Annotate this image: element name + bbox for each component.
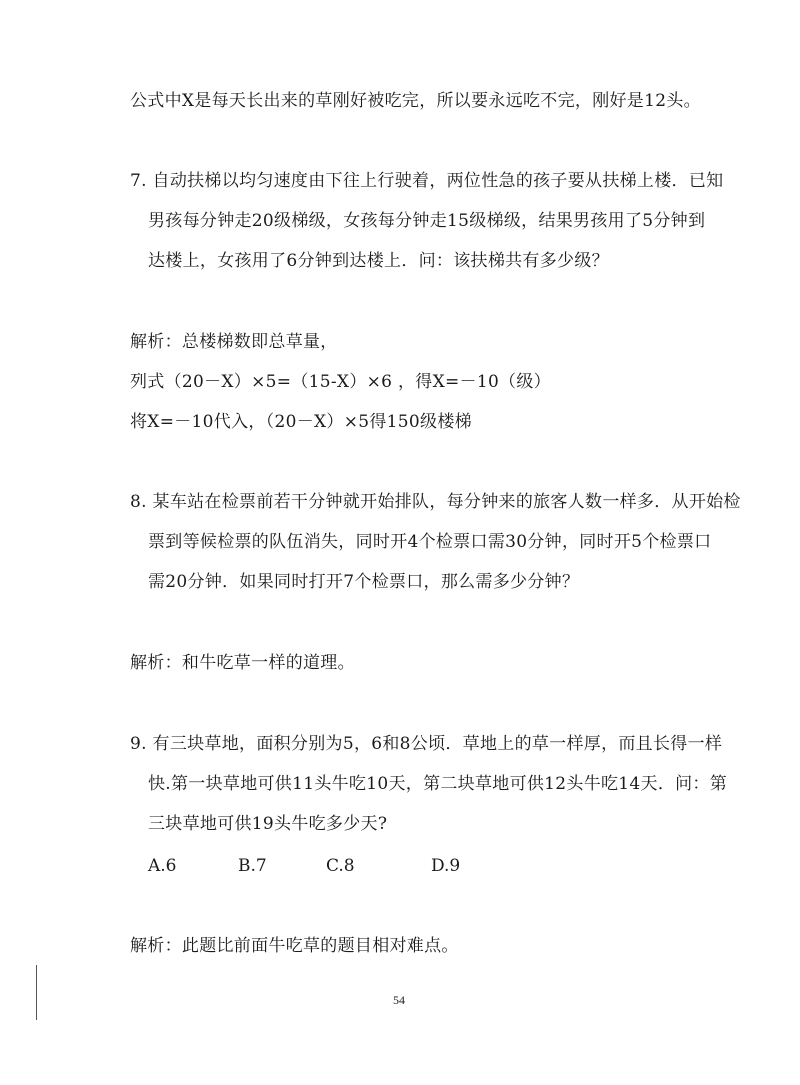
question-7-line-1: 7. 自动扶梯以均匀速度由下往上行驶着，两位性急的孩子要从扶梯上楼．已知 xyxy=(130,171,724,191)
question-9-line-3: 三块草地可供19头牛吃多少天? xyxy=(148,814,388,834)
option-b: B.7 xyxy=(238,856,267,876)
answer-8: 解析：和牛吃草一样的道理。 xyxy=(130,653,355,673)
page-number: 54 xyxy=(393,993,405,1007)
question-7-line-2: 男孩每分钟走20级梯级，女孩每分钟走15级梯级，结果男孩用了5分钟到 xyxy=(148,211,706,231)
question-9-line-2: 快.第一块草地可供11头牛吃10天，第二块草地可供12头牛吃14天．问：第 xyxy=(148,774,728,794)
answer-7-line-1: 解析：总楼梯数即总草量， xyxy=(130,332,338,352)
margin-line xyxy=(36,965,37,1020)
intro-text: 公式中X是每天长出来的草刚好被吃完，所以要永远吃不完，刚好是12头。 xyxy=(130,91,701,111)
option-c: C.8 xyxy=(326,856,355,876)
question-8-line-3: 需20分钟．如果同时打开7个检票口，那么需多少分钟？ xyxy=(148,572,580,592)
option-a: A.6 xyxy=(148,856,177,876)
answer-7-line-2: 列式（20－X）×5=（15-X）×6 ，得X=－10（级） xyxy=(130,372,551,392)
question-8-line-1: 8. 某车站在检票前若干分钟就开始排队，每分钟来的旅客人数一样多．从开始检 xyxy=(130,492,741,512)
question-9-line-1: 9. 有三块草地，面积分别为5，6和8公顷．草地上的草一样厚，而且长得一样 xyxy=(130,734,723,754)
answer-7-line-3: 将X=－10代入，（20－X）×5得150级楼梯 xyxy=(130,412,472,432)
question-7-line-3: 达楼上，女孩用了6分钟到达楼上．问：该扶梯共有多少级？ xyxy=(148,251,609,271)
option-d: D.9 xyxy=(431,856,461,876)
question-8-line-2: 票到等候检票的队伍消失，同时开4个检票口需30分钟，同时开5个检票口 xyxy=(148,532,712,552)
answer-9: 解析：此题比前面牛吃草的题目相对难点。 xyxy=(130,936,459,956)
